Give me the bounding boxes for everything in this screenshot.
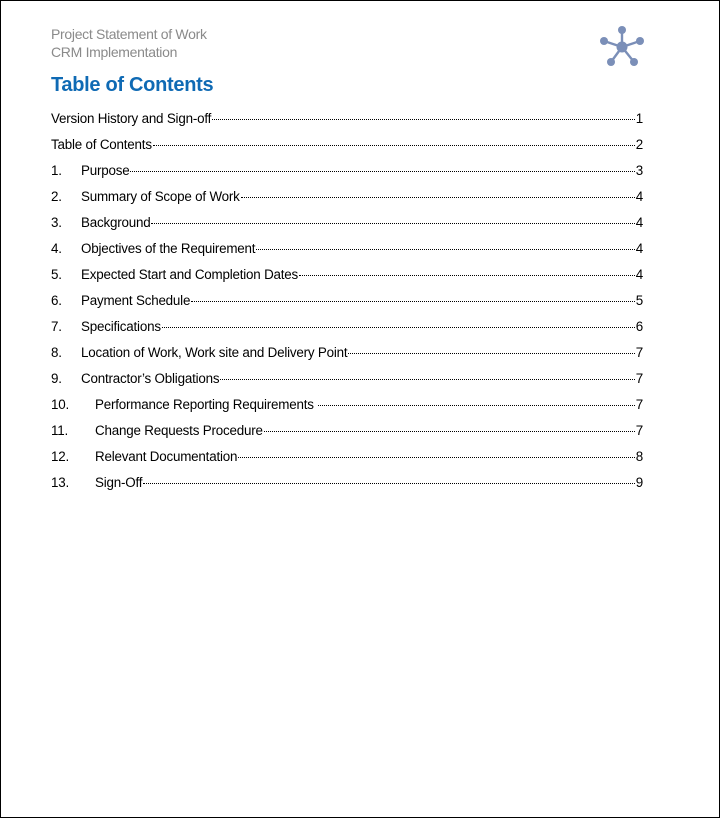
toc-entry[interactable] xyxy=(51,214,643,240)
toc-entry-page-number: 7 xyxy=(635,423,643,438)
toc-entry-label: Summary of Scope of Work xyxy=(81,189,240,204)
toc-entry-row xyxy=(51,137,643,152)
toc-dot-leader xyxy=(153,145,635,146)
toc-entry[interactable] xyxy=(51,396,643,422)
toc-dot-leader xyxy=(220,379,634,380)
toc-entry-number: 4. xyxy=(51,241,62,256)
toc-entry-number: 5. xyxy=(51,267,62,282)
toc-entry-label: Payment Schedule xyxy=(81,293,191,308)
toc-entry[interactable] xyxy=(51,370,643,396)
toc-entry-page-number: 4 xyxy=(635,241,643,256)
toc-entry-label: Relevant Documentation xyxy=(95,449,238,464)
toc-entry-page-number: 6 xyxy=(635,319,643,334)
toc-entry-label: Background xyxy=(81,215,151,230)
network-hub-icon xyxy=(599,25,645,69)
toc-entry-page-number: 5 xyxy=(635,293,643,308)
toc-entry[interactable] xyxy=(51,448,643,474)
toc-entry-row xyxy=(81,189,643,204)
toc-entry-label: Performance Reporting Requirements xyxy=(95,397,318,412)
toc-entry-row xyxy=(81,241,643,256)
toc-entry-page-number: 7 xyxy=(635,345,643,360)
toc-dot-leader xyxy=(256,249,634,250)
toc-dot-leader xyxy=(264,431,635,432)
toc-entry-number: 6. xyxy=(51,293,62,308)
toc-entry-label: Version History and Sign-off xyxy=(51,111,212,126)
toc-entry[interactable] xyxy=(51,292,643,318)
toc-entry-number: 9. xyxy=(51,371,62,386)
toc-dot-leader xyxy=(130,171,634,172)
toc-dot-leader xyxy=(241,197,635,198)
toc-entry-page-number: 4 xyxy=(635,215,643,230)
toc-entry-label: Table of Contents xyxy=(51,137,152,152)
toc-entry-row xyxy=(95,449,643,464)
toc-entry-label: Purpose xyxy=(81,163,130,178)
toc-entry-number: 12. xyxy=(51,449,70,464)
toc-entry-row xyxy=(81,319,643,334)
toc-entry-page-number: 4 xyxy=(635,267,643,282)
toc-entry-number: 10. xyxy=(51,397,70,412)
toc-entry-page-number: 3 xyxy=(635,163,643,178)
toc-entry[interactable] xyxy=(51,266,643,292)
toc-entry[interactable] xyxy=(51,422,643,448)
toc-entry[interactable] xyxy=(51,162,643,188)
toc-entry-row xyxy=(81,293,643,308)
toc-entry-number: 13. xyxy=(51,475,70,490)
toc-entry[interactable] xyxy=(51,318,643,344)
toc-entry[interactable] xyxy=(51,474,643,500)
toc-entry[interactable] xyxy=(51,136,643,162)
toc-entry-row xyxy=(95,423,643,438)
toc-entry-number: 2. xyxy=(51,189,62,204)
toc-entry-page-number: 1 xyxy=(635,111,643,126)
toc-entry-number: 3. xyxy=(51,215,62,230)
toc-dot-leader xyxy=(162,327,635,328)
toc-entry-number: 7. xyxy=(51,319,62,334)
toc-entry-row xyxy=(81,267,643,282)
toc-entry-row xyxy=(95,397,643,412)
toc-entry-row xyxy=(81,345,643,360)
toc-heading: Table of Contents xyxy=(51,74,214,96)
toc-entry-page-number: 9 xyxy=(635,475,643,490)
toc-dot-leader xyxy=(238,457,635,458)
toc-entry-row xyxy=(95,475,643,490)
toc-entry[interactable] xyxy=(51,188,643,214)
toc-dot-leader xyxy=(151,223,634,224)
toc-dot-leader xyxy=(318,405,635,406)
header-project-title: Project Statement of Work xyxy=(51,26,207,42)
toc-dot-leader xyxy=(299,275,635,276)
header-project-subtitle: CRM Implementation xyxy=(51,44,178,60)
toc-entry-row xyxy=(81,371,643,386)
toc-entry-label: Objectives of the Requirement xyxy=(81,241,256,256)
toc-entry-label: Contractor’s Obligations xyxy=(81,371,220,386)
toc-entry-page-number: 2 xyxy=(635,137,643,152)
document-header xyxy=(51,25,207,61)
toc-dot-leader xyxy=(143,483,634,484)
toc-entry-page-number: 8 xyxy=(635,449,643,464)
toc-entry[interactable] xyxy=(51,110,643,136)
toc-entry-page-number: 7 xyxy=(635,397,643,412)
toc-entry-label: Expected Start and Completion Dates xyxy=(81,267,299,282)
table-of-contents xyxy=(51,110,643,500)
toc-entry-row xyxy=(81,215,643,230)
toc-entry-label: Location of Work, Work site and Delivery Point xyxy=(81,345,348,360)
toc-entry-label: Sign-Off xyxy=(95,475,143,490)
toc-entry-page-number: 4 xyxy=(635,189,643,204)
toc-entry[interactable] xyxy=(51,344,643,370)
toc-entry-number: 8. xyxy=(51,345,62,360)
toc-entry-label: Specifications xyxy=(81,319,161,334)
toc-dot-leader xyxy=(348,353,634,354)
toc-entry-row xyxy=(51,111,643,126)
toc-dot-leader xyxy=(212,119,635,120)
toc-entry-row xyxy=(81,163,643,178)
toc-entry-number: 11. xyxy=(51,423,69,438)
toc-dot-leader xyxy=(191,301,635,302)
toc-entry-page-number: 7 xyxy=(635,371,643,386)
toc-entry[interactable] xyxy=(51,240,643,266)
toc-entry-label: Change Requests Procedure xyxy=(95,423,263,438)
toc-entry-number: 1. xyxy=(51,163,62,178)
